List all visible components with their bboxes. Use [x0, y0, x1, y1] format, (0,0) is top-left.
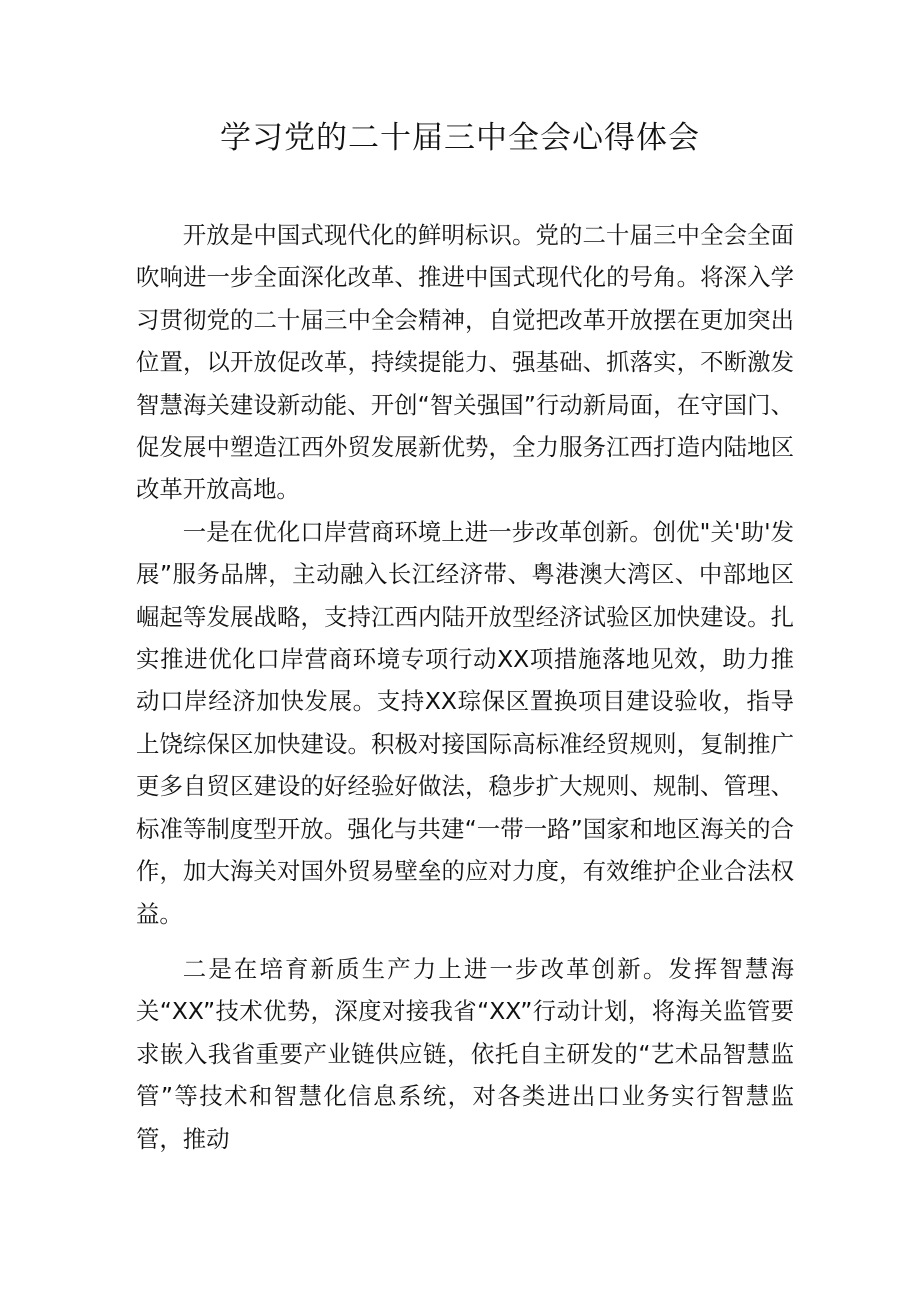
- document-title: 学习党的二十届三中全会心得体会: [220, 120, 700, 156]
- paragraph-opening: 开放是中国式现代化的鲜明标识。党的二十届三中全会全面吹响进一步全面深化改革、推进中国式现代化的号角。将深入学习贯彻党的二十届三中全会精神，自觉把改革开放摆在更加突出位置，以开放促改革，持续提能力、强基础、抓落实，不断激发智慧海关建设新动能、开创“智关强国”行动新局面，在守国门、促发展中塑造江西外贸发展新优势，全力服务江西打造内陆地区改革开放高地。: [136, 221, 794, 504]
- paragraph-point-two: 二是在培育新质生产力上进一步改革创新。发挥智慧海关“XX”技术优势，深度对接我省“XX”行动计划，将海关监管要求嵌入我省重要产业链供应链，依托自主研发的“艺术品智慧监管”等技术和智慧化信息系统，对各类进出口业务实行智慧监管，推动: [136, 954, 794, 1153]
- document-body: [136, 214, 794, 1160]
- paragraph-point-one: 一是在优化口岸营商环境上进一步改革创新。创优"关'助'发展”服务品牌，主动融入长江经济带、粤港澳大湾区、中部地区崛起等发展战略，支持江西内陆开放型经济试验区加快建设。扎实推进优化口岸营商环境专项行动XX项措施落地见效，助力推动口岸经济加快发展。支持XX琮保区置换项目建设验收，指导上饶综保区加快建设。积极对接国际高标准经贸规则，复制推广更多自贸区建设的好经验好做法，稳步扩大规则、规制、管理、标准等制度型开放。强化与共建“一带一路”国家和地区海关的合作，加大海关对国外贸易壁垒的应对力度，有效维护企业合法权益。: [136, 517, 794, 928]
